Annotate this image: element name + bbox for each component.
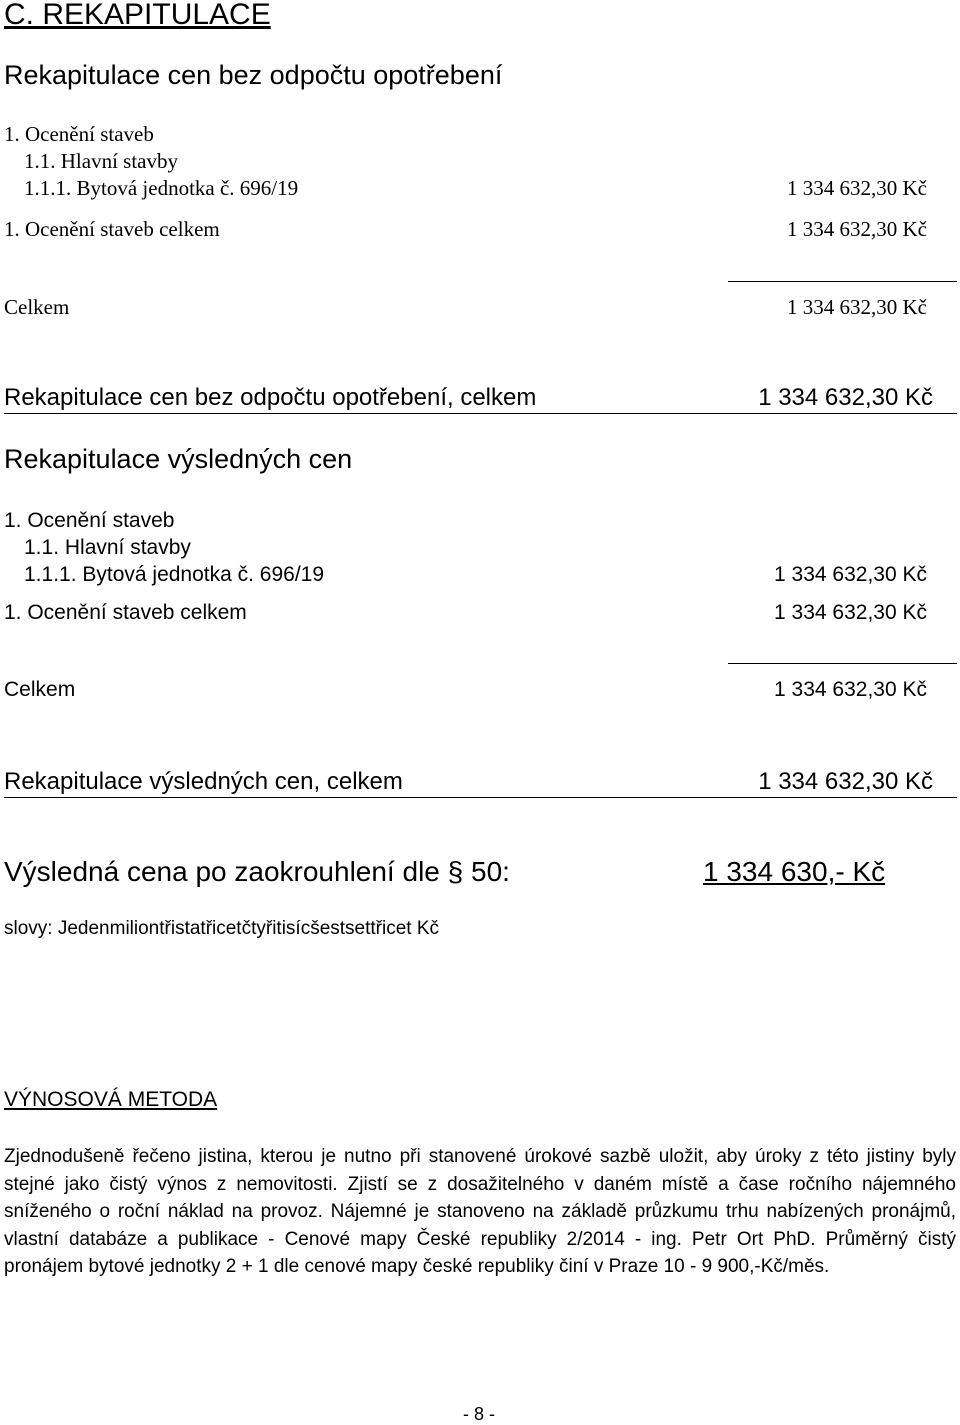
recap-result-level2: 1.1. Hlavní stavby <box>24 536 191 559</box>
recap-result-grand-label: Rekapitulace výsledných cen, celkem <box>4 768 403 795</box>
recap-result-subtotal-value: 1 334 632,30 Kč <box>774 601 927 624</box>
recap-result-sum-rule <box>728 663 957 664</box>
income-method-paragraph: Zjednodušeně řečeno jistina, kterou je nutno při stanovené úrokové sazbě uložit, aby úroky z této jistiny byly stejné jako čistý výnos z nemovitosti. Zjistí se z dosažitelného v daném místě a čase ročního nájemného sníženého o roční náklad na provoz. Nájemné je stanoveno na základě průzkumu trhu nabízených pronájmů, vlastní databáze a publikace - Cenové mapy České republiky 2/2014 - ing. Petr Ort PhD. Průměrný čistý pronájem bytové jednotky 2 + 1 dle cenové mapy české republiky činí v Praze 10 - 9 900,-Kč/měs. <box>4 1146 956 1277</box>
recap-result-subtotal-label: 1. Ocenění staveb celkem <box>4 601 247 624</box>
recap-result-total-value: 1 334 632,30 Kč <box>774 678 927 701</box>
recap-before-total-value: 1 334 632,30 Kč <box>787 295 927 319</box>
recap-before-grand-underline <box>4 413 957 414</box>
final-price-in-words: slovy: Jedenmiliontřistatřicetčtyřitisícšestsettřicet Kč <box>4 918 440 939</box>
recap-before-grand-label: Rekapitulace cen bez odpočtu opotřebení, celkem <box>4 384 537 411</box>
recap-result-grand-underline <box>4 797 957 798</box>
recap-before-sum-rule <box>728 281 957 282</box>
section-title: C. REKAPITULACE <box>4 0 271 31</box>
recap-before-item-label: 1.1.1. Bytová jednotka č. 696/19 <box>24 176 299 200</box>
recap-before-subtotal-value: 1 334 632,30 Kč <box>787 217 927 241</box>
recap-result-item-value: 1 334 632,30 Kč <box>774 563 927 586</box>
recap-result-level1: 1. Ocenění staveb <box>4 509 175 532</box>
recap-before-subtotal-label: 1. Ocenění staveb celkem <box>4 217 220 241</box>
recap-before-item-value: 1 334 632,30 Kč <box>787 176 927 200</box>
page-number: - 8 - <box>463 1404 496 1424</box>
recap-before-level1: 1. Ocenění staveb <box>4 122 154 146</box>
recap-before-grand-value: 1 334 632,30 Kč <box>758 384 933 411</box>
final-price-label: Výsledná cena po zaokrouhlení dle § 50: <box>4 856 510 887</box>
recap-result-grand-value: 1 334 632,30 Kč <box>758 768 933 795</box>
recap-result-item-label: 1.1.1. Bytová jednotka č. 696/19 <box>24 563 325 586</box>
income-method-title: VÝNOSOVÁ METODA <box>4 1088 218 1111</box>
final-price-value: 1 334 630,- Kč <box>703 856 886 887</box>
recap-before-total-label: Celkem <box>4 295 70 319</box>
recap-result-heading: Rekapitulace výsledných cen <box>4 444 353 474</box>
recap-before-heading: Rekapitulace cen bez odpočtu opotřebení <box>4 60 503 90</box>
recap-before-level2: 1.1. Hlavní stavby <box>24 149 178 173</box>
recap-result-total-label: Celkem <box>4 678 76 701</box>
